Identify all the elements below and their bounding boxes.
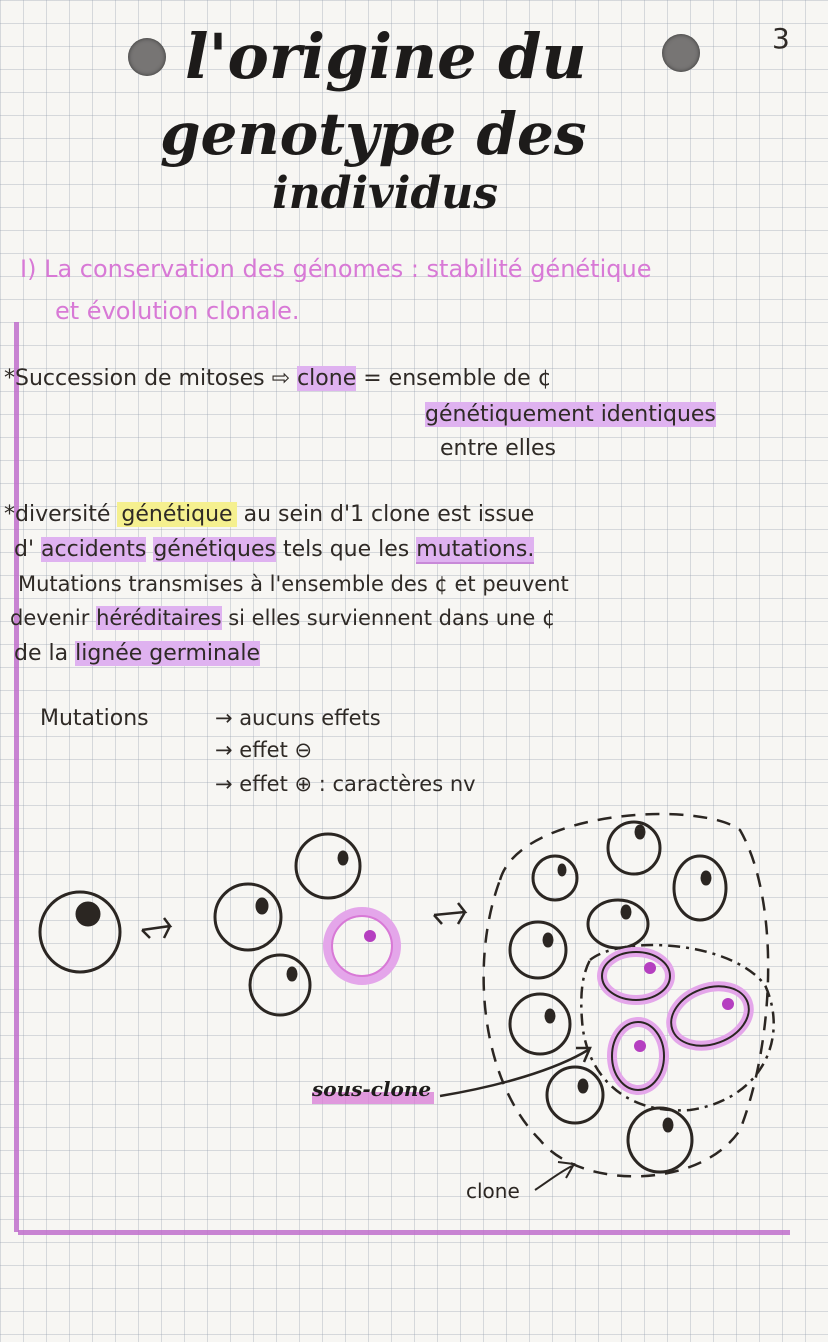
point2-genetique-highlight: génétique: [117, 502, 236, 527]
point1-line3: entre elles: [440, 436, 556, 461]
clone-pointer-arrow: [535, 1162, 574, 1190]
point2-line2: [14, 537, 534, 562]
title-line-3: individus: [272, 168, 498, 219]
page-number: 3: [772, 22, 790, 55]
point1-line2: génétiquement identiques: [425, 402, 716, 427]
subclone-pointer-arrow: [440, 1048, 590, 1096]
title-line-1: l'origine du: [185, 20, 587, 93]
subclone-cells: [602, 952, 757, 1090]
mutations-effect-positive: → effet ⊕ : caractères nv: [215, 772, 476, 796]
mutations-effect-none: → aucuns effets: [215, 706, 381, 730]
point2-line3: Mutations transmises à l'ensemble des ¢ et peuvent: [18, 572, 569, 596]
point2-accidents: accidents: [41, 537, 147, 562]
point2-genetiques: génétiques: [153, 537, 276, 562]
mutations-effect-negative: → effet ⊖: [215, 738, 313, 762]
section-heading-line-1: I) La conservation des génomes : stabilité génétique: [20, 255, 652, 283]
point2-line5: [14, 641, 260, 666]
point2-tels-que: tels que les: [282, 537, 410, 562]
arrow-2-icon: [434, 903, 465, 924]
point2-d: d': [14, 537, 35, 562]
section-heading-line-2: et évolution clonale.: [55, 297, 300, 325]
point1-rest: = ensemble de ¢: [363, 366, 552, 391]
title-line-2: genotype des: [160, 100, 587, 168]
point2-mutations: mutations.: [416, 537, 535, 562]
mutations-label: Mutations: [40, 706, 149, 731]
point2-de-la: de la: [14, 641, 69, 666]
bottom-line: [18, 1230, 790, 1235]
clone-label: clone: [466, 1179, 520, 1203]
clonal-evolution-diagram: [0, 790, 828, 1220]
point1-line1: [4, 366, 552, 391]
point2-devenir: devenir: [10, 606, 90, 630]
point2-l1-rest: au sein d'1 clone est issue: [243, 502, 535, 527]
point2-line4: [10, 606, 555, 630]
subclone-label: sous-clone: [312, 1077, 432, 1101]
arrow-1-icon: [142, 918, 170, 938]
point2-l4-rest: si elles surviennent dans une ¢: [228, 606, 556, 630]
mutated-daughter-cell: [328, 912, 396, 980]
point2-line1: [4, 502, 534, 527]
mother-cell: [40, 892, 120, 972]
punch-hole-left: [128, 38, 166, 76]
punch-hole-right: [662, 34, 700, 72]
point2-hereditaires: héréditaires: [96, 606, 222, 630]
point1-term-clone: clone: [297, 366, 357, 391]
point2-lignee-germinale: lignée germinale: [75, 641, 261, 666]
point2-diversite: *diversité: [4, 502, 111, 527]
point1-prefix: *Succession de mitoses ⇨: [4, 366, 291, 391]
